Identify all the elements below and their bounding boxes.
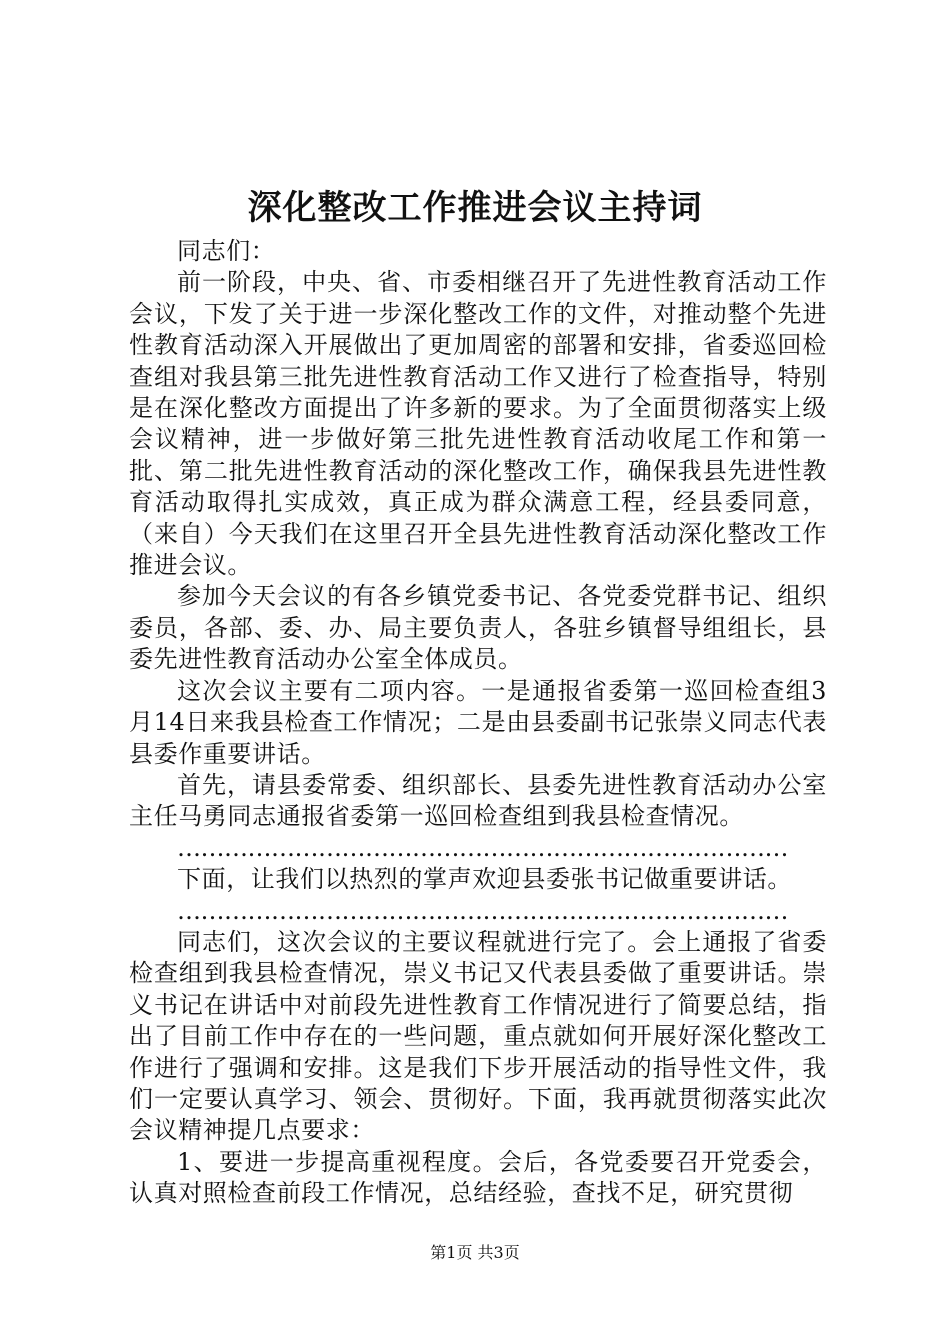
document-title: 深化整改工作推进会议主持词 xyxy=(247,188,703,228)
paragraph-summary: 同志们，这次会议的主要议程就进行完了。会上通报了省委检查组到我县检查情况，崇义书记又代表县委做了重要讲话。崇义书记在讲话中对前段先进性教育工作情况进行了简要总结，指出了目前工作中存在的一些问题，重点就如何开展好深化整改工作进行了强调和安排。这是我们下步开展活动的指导性文件，我们一定要认真学习、领会、贯彻好。下面，我再就贯彻落实此次会议精神提几点要求： xyxy=(129,927,827,1145)
paragraph-agenda: 这次会议主要有二项内容。一是通报省委第一巡回检查组3月14日来我县检查工作情况；二是由县委副书记张崇义同志代表县委作重要讲话。 xyxy=(129,676,827,768)
paragraph-speech-intro: 下面，让我们以热烈的掌声欢迎县委张书记做重要讲话。 xyxy=(177,865,792,894)
document-body xyxy=(129,236,827,1210)
paragraph-attendees: 参加今天会议的有各乡镇党委书记、各党委党群书记、组织委员，各部、委、办、局主要负责人，各驻乡镇督导组组长，县委先进性教育活动办公室全体成员。 xyxy=(129,582,827,674)
paragraph-greeting: 同志们： xyxy=(177,237,276,265)
ellipsis-separator: …………………………………………………………………… xyxy=(177,833,788,862)
page-number-footer: 第1页 共3页 xyxy=(430,1243,520,1262)
paragraph-requirement-1: 1、要进一步提高重视程度。会后，各党委要召开党委会，认真对照检查前段工作情况，总结经验，查找不足，研究贯彻 xyxy=(129,1147,827,1208)
paragraph-background: 前一阶段，中央、省、市委相继召开了先进性教育活动工作会议，下发了关于进一步深化整改工作的文件，对推动整个先进性教育活动深入开展做出了更加周密的部署和安排，省委巡回检查组对我县第三批先进性教育活动工作又进行了检查指导，特别是在深化整改方面提出了许多新的要求。为了全面贯彻落实上级会议精神，进一步做好第三批先进性教育活动收尾工作和第一批、第二批先进性教育活动的深化整改工作，确保我县先进性教育活动取得扎实成效，真正成为群众满意工程，经县委同意，（来自）今天我们在这里召开全县先进性教育活动深化整改工作推进会议。 xyxy=(129,268,827,580)
paragraph-first-report: 首先，请县委常委、组织部长、县委先进性教育活动办公室主任马勇同志通报省委第一巡回检查组到我县检查情况。 xyxy=(129,770,827,831)
ellipsis-separator: …………………………………………………………………… xyxy=(177,896,788,925)
